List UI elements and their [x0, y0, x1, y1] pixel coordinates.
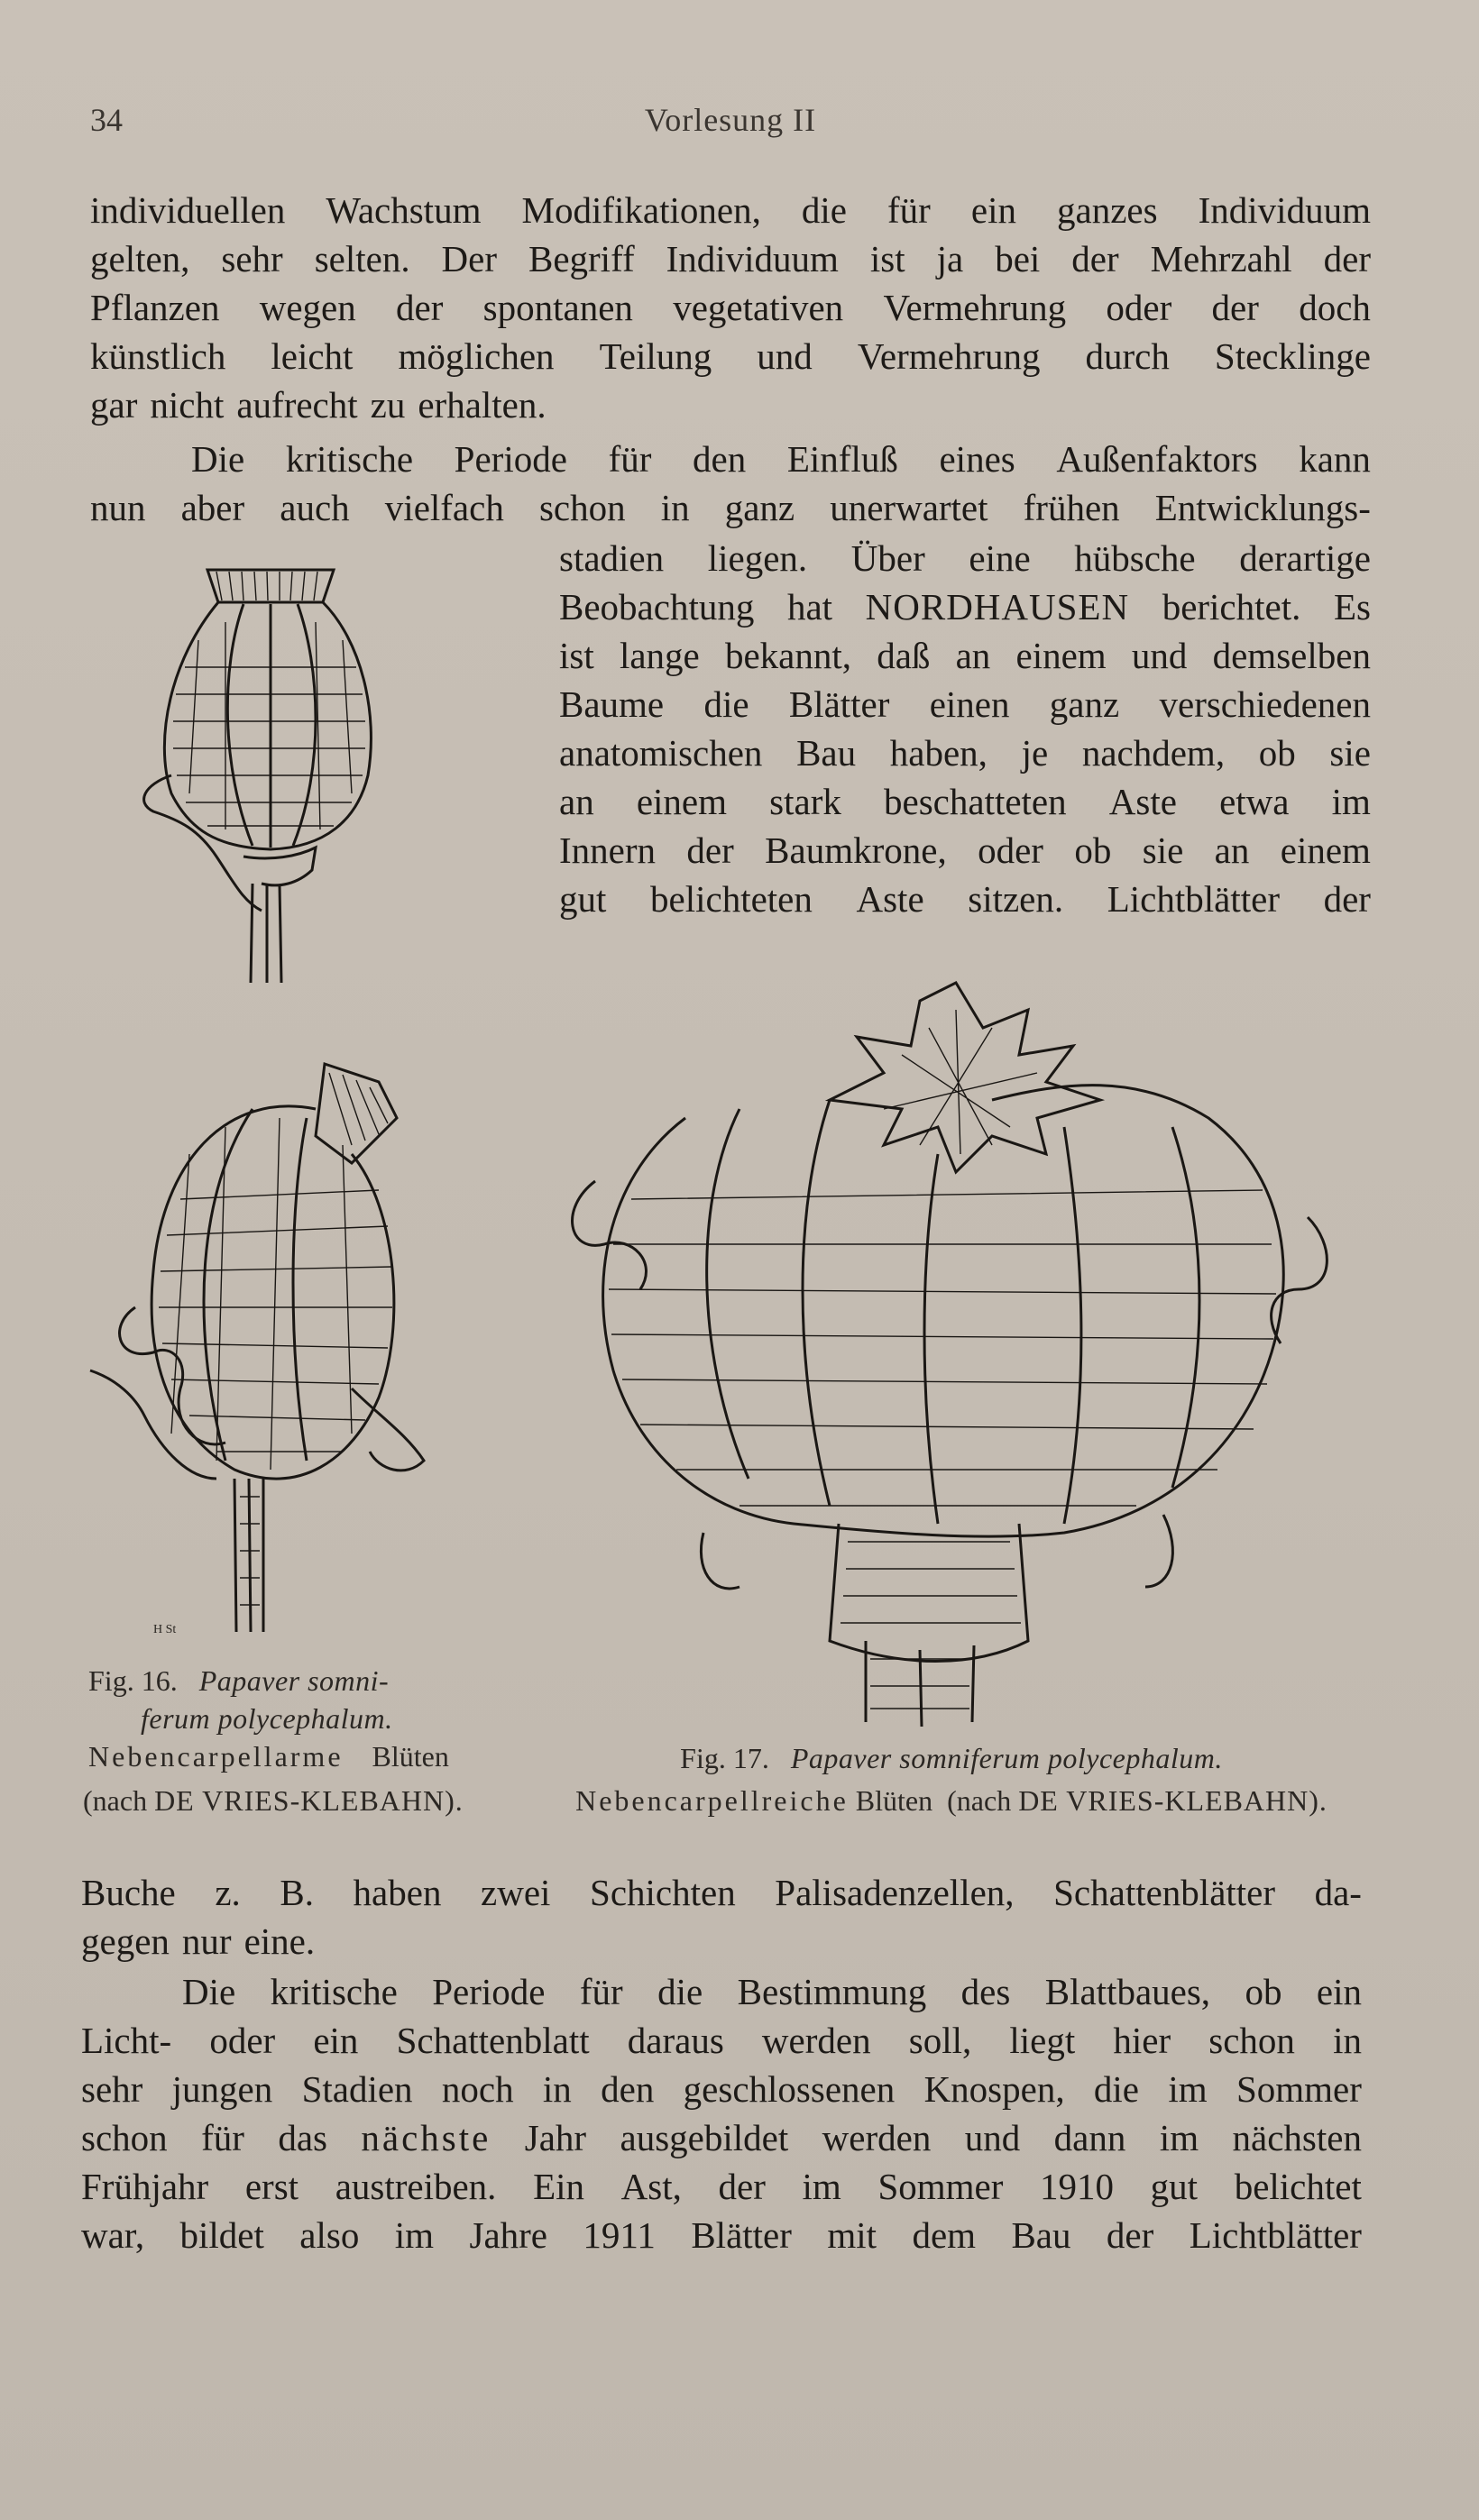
word: sie	[1142, 829, 1184, 871]
word: Es	[1333, 586, 1371, 628]
word: der	[396, 287, 444, 328]
figure-16-illustration	[81, 1055, 478, 1650]
word: Mehrzahl	[1150, 238, 1292, 279]
text-line	[81, 1917, 1362, 1966]
word: wegen	[259, 287, 356, 328]
text-line	[81, 2065, 1362, 2113]
text-line	[90, 332, 1371, 380]
figure-16-source: DE VRIES-KLEBAHN).	[154, 1784, 464, 1817]
text-line	[81, 2211, 1362, 2259]
word: selten.	[314, 238, 410, 279]
word: liegen.	[707, 537, 808, 579]
word: vegetativen	[673, 287, 844, 328]
word: Sommer	[1236, 2068, 1362, 2110]
word: NORDHAUSEN	[865, 586, 1130, 628]
word: der	[1323, 238, 1371, 279]
text-line	[559, 729, 1371, 777]
word: liegt	[1009, 2020, 1076, 2061]
word: Individuum	[1198, 189, 1371, 231]
text-line	[81, 2113, 1362, 2162]
word: der	[718, 2166, 766, 2207]
word: im	[1331, 781, 1371, 822]
word: der	[1211, 287, 1259, 328]
word: im	[1168, 2068, 1208, 2110]
word: der	[1071, 238, 1119, 279]
word: eines	[939, 438, 1015, 480]
word: Die	[182, 1971, 236, 2012]
word: ganz	[1049, 683, 1120, 725]
word: Blätter	[691, 2214, 792, 2256]
word: den	[601, 2068, 655, 2110]
word: ob	[1074, 829, 1112, 871]
word: Innern	[559, 829, 657, 871]
word: die	[1093, 2068, 1139, 2110]
word: und	[757, 335, 813, 377]
text-line	[81, 2162, 1362, 2211]
word: gar	[90, 384, 138, 426]
word: bildet	[179, 2214, 264, 2256]
word: Lichtblätter	[1107, 878, 1280, 920]
word: nächsten	[1232, 2117, 1362, 2158]
word: belichteten	[650, 878, 813, 920]
word: ein	[970, 189, 1016, 231]
word: eine.	[243, 1920, 316, 1962]
word: belichtet	[1234, 2166, 1362, 2207]
word: bekannt,	[724, 635, 851, 676]
word: gut	[559, 878, 607, 920]
word: Sommer	[877, 2166, 1004, 2207]
text-line	[90, 186, 1371, 234]
word: hübsche	[1074, 537, 1196, 579]
word: nicht	[150, 384, 225, 426]
text-line	[559, 777, 1371, 826]
word: durch	[1085, 335, 1170, 377]
word: in	[660, 487, 690, 528]
word: Die	[191, 438, 245, 480]
word: erhalten.	[418, 384, 547, 426]
word: ist	[869, 238, 905, 279]
word: sehr	[221, 238, 283, 279]
word: sitzen.	[968, 878, 1064, 920]
word: ist	[559, 635, 594, 676]
word: Außenfaktors	[1056, 438, 1258, 480]
word: schon	[1208, 2020, 1295, 2061]
word: Bestimmung	[737, 1971, 927, 2012]
word: Lichtblätter	[1189, 2214, 1362, 2256]
figure-16-source-prefix: (nach	[83, 1784, 148, 1817]
figure-17-description: Nebencarpellreiche	[575, 1784, 849, 1817]
word: also	[299, 2214, 360, 2256]
word: frühen	[1023, 487, 1120, 528]
word: werden	[822, 2117, 932, 2158]
word: dem	[912, 2214, 977, 2256]
word: derartige	[1239, 537, 1371, 579]
word: Modifikationen,	[521, 189, 761, 231]
word: 1910	[1040, 2166, 1115, 2207]
word: 1911	[583, 2214, 656, 2256]
word: hier	[1113, 2020, 1171, 2061]
word: des	[960, 1971, 1011, 2012]
word: noch	[441, 2068, 514, 2110]
word: nur	[181, 1920, 232, 1962]
word: ja	[936, 238, 964, 279]
text-line	[182, 1967, 1362, 2016]
word: Schattenblatt	[396, 2020, 590, 2061]
text-line	[559, 680, 1371, 729]
word: verschiedenen	[1159, 683, 1371, 725]
word: einem	[1280, 829, 1371, 871]
word: da-	[1314, 1872, 1362, 1913]
word: kritische	[285, 438, 414, 480]
word: der	[686, 829, 734, 871]
word: je	[1021, 732, 1049, 774]
word: austreiben.	[335, 2166, 497, 2207]
word: Knospen,	[923, 2068, 1065, 2110]
word: jungen	[171, 2068, 273, 2110]
word: Bau	[796, 732, 857, 774]
word: einem	[1015, 635, 1107, 676]
word: in	[1333, 2020, 1362, 2061]
word: nächste	[361, 2117, 491, 2158]
text-line	[81, 1868, 1362, 1917]
word: im	[394, 2214, 435, 2256]
word: individuellen	[90, 189, 286, 231]
word: soll,	[908, 2020, 972, 2061]
text-line	[90, 483, 1371, 532]
word: etwa	[1219, 781, 1290, 822]
figure-16-title-part1: Papaver somni-	[198, 1664, 390, 1697]
figure-17-label: Fig. 17.	[680, 1742, 769, 1774]
text-line	[559, 534, 1371, 582]
word: nun	[90, 487, 146, 528]
word: möglichen	[398, 335, 555, 377]
word: Palisadenzellen,	[775, 1872, 1015, 1913]
word: sehr	[81, 2068, 143, 2110]
figure-17-source: DE VRIES-KLEBAHN).	[1018, 1784, 1327, 1817]
word: Pflanzen	[90, 287, 220, 328]
text-line	[559, 582, 1371, 631]
word: Aste	[856, 878, 924, 920]
word: für	[579, 1971, 623, 2012]
word: Schattenblätter	[1053, 1872, 1276, 1913]
word: oder	[978, 829, 1043, 871]
word: gut	[1150, 2166, 1199, 2207]
figure-16-label: Fig. 16.	[88, 1664, 178, 1697]
word: ob	[1245, 1971, 1282, 2012]
word: schon	[538, 487, 626, 528]
word: doch	[1299, 287, 1371, 328]
word: kritische	[270, 1971, 398, 2012]
word: Aste	[1108, 781, 1177, 822]
word: Individuum	[666, 238, 839, 279]
word: Periode	[432, 1971, 546, 2012]
word: stadien	[559, 537, 665, 579]
figure-17-title: Papaver somniferum polycephalum.	[790, 1742, 1223, 1774]
word: Entwicklungs-	[1154, 487, 1371, 528]
word: Jahr	[524, 2117, 587, 2158]
word: leicht	[271, 335, 354, 377]
word: Begriff	[528, 238, 635, 279]
word: Baume	[559, 683, 665, 725]
running-title: Vorlesung II	[644, 102, 817, 138]
text-line	[559, 826, 1371, 875]
word: Bau	[1011, 2214, 1071, 2256]
word: die	[801, 189, 847, 231]
word: ob	[1258, 732, 1296, 774]
word: dann	[1053, 2117, 1126, 2158]
word: künstlich	[90, 335, 226, 377]
word: für	[608, 438, 652, 480]
word: Frühjahr	[81, 2166, 209, 2207]
word: den	[693, 438, 747, 480]
word: eine	[969, 537, 1031, 579]
word: für	[201, 2117, 244, 2158]
text-line	[81, 2016, 1362, 2065]
word: zwei	[481, 1872, 551, 1913]
word: Schichten	[590, 1872, 736, 1913]
word: Buche	[81, 1872, 176, 1913]
word: die	[703, 683, 749, 725]
page-header	[90, 101, 1371, 144]
text-line	[90, 380, 1371, 429]
word: einem	[636, 781, 728, 822]
word: oder	[209, 2020, 276, 2061]
word: nachdem,	[1081, 732, 1226, 774]
word: hat	[786, 586, 833, 628]
word: Vermehrung	[883, 287, 1067, 328]
word: Teilung	[599, 335, 712, 377]
word: haben	[353, 1872, 442, 1913]
word: gelten,	[90, 238, 190, 279]
word: und	[964, 2117, 1021, 2158]
word: erst	[244, 2166, 299, 2207]
word: beschatteten	[884, 781, 1067, 822]
word: vielfach	[384, 487, 504, 528]
word: bei	[995, 238, 1041, 279]
figure-17-description-2: Blüten	[855, 1784, 933, 1817]
word: zu	[370, 384, 406, 426]
word: an	[1214, 829, 1250, 871]
word: berichtet.	[1162, 586, 1301, 628]
word: haben,	[889, 732, 988, 774]
word: werden	[761, 2020, 871, 2061]
word: Wachstum	[326, 189, 482, 231]
word: Stecklinge	[1214, 335, 1371, 377]
word: stark	[769, 781, 841, 822]
word: Stadien	[301, 2068, 413, 2110]
word: sie	[1329, 732, 1371, 774]
word: im	[802, 2166, 841, 2207]
word: die	[657, 1971, 703, 2012]
text-line	[559, 631, 1371, 680]
page-number: 34	[90, 102, 123, 138]
word: ganz	[724, 487, 795, 528]
word: Ein	[533, 2166, 584, 2207]
word: demselben	[1212, 635, 1371, 676]
word: einen	[929, 683, 1010, 725]
word: Blätter	[788, 683, 890, 725]
word: in	[542, 2068, 572, 2110]
word: gegen	[81, 1920, 170, 1962]
word: z.	[215, 1872, 241, 1913]
word: im	[1159, 2117, 1199, 2158]
text-line	[90, 283, 1371, 332]
word: Baumkrone,	[765, 829, 947, 871]
word: Licht-	[81, 2020, 172, 2061]
word: und	[1131, 635, 1188, 676]
word: ausgebildet	[620, 2117, 789, 2158]
text-line	[90, 234, 1371, 283]
word: Beobachtung	[559, 586, 755, 628]
word: Ast,	[620, 2166, 682, 2207]
word: an	[955, 635, 991, 676]
word: spontanen	[482, 287, 633, 328]
word: Periode	[454, 438, 567, 480]
word: daß	[877, 635, 931, 676]
word: Über	[850, 537, 925, 579]
illustrator-initials: H St	[153, 1623, 177, 1636]
word: mit	[827, 2214, 877, 2256]
word: für	[887, 189, 931, 231]
word: unerwartet	[830, 487, 988, 528]
figure-16-description-2: Blüten	[372, 1740, 449, 1773]
word: der	[1323, 878, 1371, 920]
word: B.	[280, 1872, 314, 1913]
word: lange	[619, 635, 700, 676]
word: der	[1106, 2214, 1154, 2256]
word: Vermehrung	[857, 335, 1041, 377]
word: an	[559, 781, 594, 822]
word: aufrecht	[236, 384, 358, 426]
word: auch	[280, 487, 350, 528]
word: schon	[81, 2117, 168, 2158]
poppy-capsule-illustration-small	[135, 559, 397, 992]
word: ein	[1316, 1971, 1362, 2012]
figure-16-title-part2: ferum polycephalum.	[141, 1702, 393, 1735]
word: oder	[1106, 287, 1172, 328]
word: aber	[180, 487, 245, 528]
word: war,	[81, 2214, 145, 2256]
word: daraus	[627, 2020, 724, 2061]
word: Jahre	[469, 2214, 547, 2256]
text-line	[559, 875, 1371, 923]
word: Blattbaues,	[1044, 1971, 1211, 2012]
word: geschlossenen	[683, 2068, 896, 2110]
word: Einfluß	[786, 438, 898, 480]
word: ein	[313, 2020, 359, 2061]
figure-16-description: Nebencarpellarme	[88, 1740, 344, 1773]
word: das	[278, 2117, 327, 2158]
figure-17-source-prefix: (nach	[947, 1784, 1012, 1817]
word: kann	[1299, 438, 1371, 480]
figure-17-illustration	[559, 974, 1362, 1731]
word: anatomischen	[559, 732, 763, 774]
text-line	[191, 435, 1371, 483]
word: Der	[441, 238, 498, 279]
word: ganzes	[1057, 189, 1158, 231]
